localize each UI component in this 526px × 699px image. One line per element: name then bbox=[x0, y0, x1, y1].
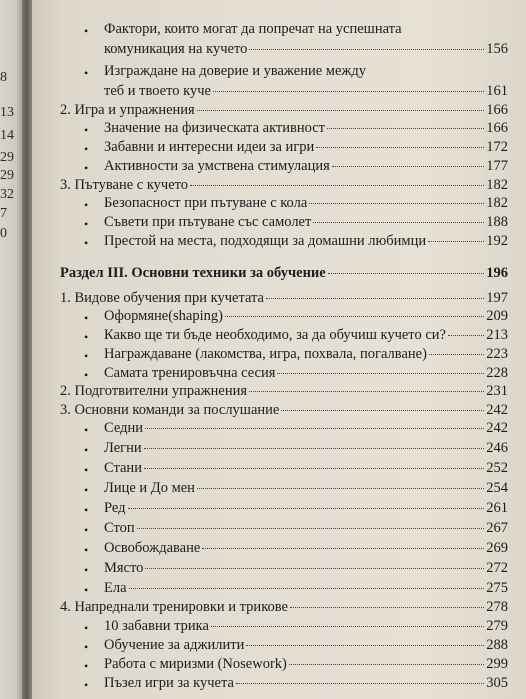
dot-leader bbox=[145, 428, 484, 429]
toc-item bbox=[104, 157, 508, 175]
dot-leader bbox=[249, 391, 484, 392]
toc-item bbox=[104, 674, 508, 692]
bullet-icon: • bbox=[84, 583, 89, 597]
bullet-icon: • bbox=[84, 523, 89, 537]
toc-item-title: комуникация на кучето bbox=[104, 41, 248, 57]
toc-item-title: Самата тренировъчна сесия bbox=[104, 365, 276, 381]
toc-item bbox=[104, 499, 508, 517]
toc-part-title: Раздел III. Основни техники за обучение bbox=[60, 265, 326, 281]
toc-item bbox=[104, 364, 508, 382]
toc-item-page: 172 bbox=[486, 139, 508, 155]
toc-section bbox=[60, 289, 508, 307]
bullet-icon: • bbox=[84, 123, 89, 137]
toc-section-title: Видове обучения при кучетата bbox=[74, 290, 264, 306]
toc-item bbox=[104, 138, 508, 156]
toc-section-number: 1. bbox=[60, 290, 71, 306]
toc-item bbox=[104, 119, 508, 137]
toc-item-page: 166 bbox=[486, 120, 508, 136]
toc-item-page: 223 bbox=[486, 346, 508, 362]
dot-leader bbox=[289, 664, 484, 665]
toc-item-title: Легни bbox=[104, 440, 142, 456]
bullet-icon: • bbox=[84, 311, 89, 325]
bullet-icon: • bbox=[84, 349, 89, 363]
toc-section-number: 2. bbox=[60, 383, 71, 399]
toc-item bbox=[104, 579, 508, 597]
left-page-number: 0 bbox=[0, 226, 7, 241]
dot-leader bbox=[128, 508, 485, 509]
toc-item-title: Седни bbox=[104, 420, 143, 436]
dot-leader bbox=[197, 110, 485, 111]
toc-item-page: 209 bbox=[486, 308, 508, 324]
toc-page bbox=[32, 0, 526, 699]
toc-item-page: 246 bbox=[486, 440, 508, 456]
toc-item-page: 182 bbox=[486, 195, 508, 211]
toc-item bbox=[104, 82, 508, 100]
toc-item-title: Ред bbox=[104, 500, 126, 516]
toc-item-page: 161 bbox=[486, 83, 508, 99]
toc-item-page: 213 bbox=[486, 327, 508, 343]
toc-item bbox=[104, 326, 508, 344]
toc-item-title: Фактори, които могат да попречат на успешната bbox=[104, 21, 402, 37]
toc-item bbox=[104, 439, 508, 457]
toc-section-page: 231 bbox=[486, 383, 508, 399]
toc-section-number: 2. bbox=[60, 102, 71, 118]
toc-item-title: 10 забавни трика bbox=[104, 618, 209, 634]
toc-item-title: Безопасност при пътуване с кола bbox=[104, 195, 308, 211]
bullet-icon: • bbox=[84, 217, 89, 231]
toc-item-title: Ела bbox=[104, 580, 127, 596]
bullet-icon: • bbox=[84, 563, 89, 577]
dot-leader bbox=[448, 335, 484, 336]
toc-item-title: Работа с миризми (Nosework) bbox=[104, 656, 287, 672]
bullet-icon: • bbox=[84, 66, 89, 80]
toc-section bbox=[60, 382, 508, 400]
dot-leader bbox=[266, 298, 484, 299]
toc-item-title: Награждаване (лакомства, игра, похвала, погалване) bbox=[104, 346, 427, 362]
toc-item-page: 156 bbox=[486, 41, 508, 57]
toc-section-title: Пътуване с кучето bbox=[74, 177, 189, 193]
toc-item-title: Съвети при пътуване със самолет bbox=[104, 214, 312, 230]
bullet-icon: • bbox=[84, 640, 89, 654]
toc-item-page: 279 bbox=[486, 618, 508, 634]
left-page-number: 8 bbox=[0, 70, 7, 85]
dot-leader bbox=[145, 568, 484, 569]
toc-item bbox=[104, 419, 508, 437]
toc-section-title: Игра и упражнения bbox=[74, 102, 195, 118]
bullet-icon: • bbox=[84, 423, 89, 437]
toc-item-title: Значение на физическата активност bbox=[104, 120, 326, 136]
dot-leader bbox=[211, 626, 484, 627]
toc-section-title: Подготвителни упражнения bbox=[74, 383, 248, 399]
toc-item-title: Обучение за аджилити bbox=[104, 637, 245, 653]
toc-item-page: 269 bbox=[486, 540, 508, 556]
book-gutter bbox=[22, 0, 32, 699]
toc-part-page: 196 bbox=[486, 265, 508, 281]
left-page-number: 32 bbox=[0, 187, 14, 202]
toc-item-page: 275 bbox=[486, 580, 508, 596]
toc-item bbox=[104, 519, 508, 537]
bullet-icon: • bbox=[84, 24, 89, 38]
left-page-number: 29 bbox=[0, 150, 14, 165]
dot-leader bbox=[144, 448, 485, 449]
toc-item bbox=[104, 213, 508, 231]
toc-section bbox=[60, 101, 508, 119]
dot-leader bbox=[249, 49, 484, 50]
toc-item-title: Какво ще ти бъде необходимо, за да обучиш кучето си? bbox=[104, 327, 446, 343]
toc-item-title: Изграждане на доверие и уважение между bbox=[104, 63, 367, 79]
toc-item-title: Място bbox=[104, 560, 144, 576]
toc-item bbox=[104, 559, 508, 577]
dot-leader bbox=[428, 241, 484, 242]
dot-leader bbox=[290, 607, 484, 608]
toc-item-page: 299 bbox=[486, 656, 508, 672]
toc-item-title: Освобождаване bbox=[104, 540, 201, 556]
toc-section-title: Напреднали тренировки и трикове bbox=[74, 599, 288, 615]
toc-item bbox=[104, 617, 508, 635]
toc-item-page: 272 bbox=[486, 560, 508, 576]
left-page-number: 29 bbox=[0, 168, 14, 183]
toc-item-page: 228 bbox=[486, 365, 508, 381]
toc-item-page: 305 bbox=[486, 675, 508, 691]
bullet-icon: • bbox=[84, 543, 89, 557]
left-page-edge bbox=[0, 0, 22, 699]
toc-item-title: Стани bbox=[104, 460, 142, 476]
toc-item-page: 188 bbox=[486, 214, 508, 230]
bullet-icon: • bbox=[84, 161, 89, 175]
toc-section-page: 197 bbox=[486, 290, 508, 306]
toc-section bbox=[60, 401, 508, 419]
dot-leader bbox=[313, 222, 484, 223]
left-page-number: 14 bbox=[0, 128, 14, 143]
toc-item-title: Пъзел игри за кучета bbox=[104, 675, 234, 691]
toc-item-title: Активности за умствена стимулация bbox=[104, 158, 330, 174]
toc-item-page: 267 bbox=[486, 520, 508, 536]
toc-item bbox=[104, 307, 508, 325]
dot-leader bbox=[236, 683, 484, 684]
bullet-icon: • bbox=[84, 368, 89, 382]
bullet-icon: • bbox=[84, 443, 89, 457]
toc-item-page: 261 bbox=[486, 500, 508, 516]
bullet-icon: • bbox=[84, 142, 89, 156]
toc-item bbox=[104, 40, 508, 58]
toc-item-page: 192 bbox=[486, 233, 508, 249]
dot-leader bbox=[277, 373, 484, 374]
toc-item-title: Забавни и интересни идеи за игри bbox=[104, 139, 315, 155]
toc-item-title: Престой на места, подходящи за домашни любимци bbox=[104, 233, 427, 249]
toc-section-page: 182 bbox=[486, 177, 508, 193]
toc-item-page: 254 bbox=[486, 480, 508, 496]
toc-section-page: 242 bbox=[486, 402, 508, 418]
toc-section-title: Основни команди за послушание bbox=[74, 402, 280, 418]
dot-leader bbox=[328, 273, 485, 274]
toc-item bbox=[104, 459, 508, 477]
toc-item-title: Оформяне(shaping) bbox=[104, 308, 223, 324]
toc-section-number: 3. bbox=[60, 177, 71, 193]
toc-item bbox=[104, 194, 508, 212]
dot-leader bbox=[327, 128, 484, 129]
toc-item-title: Лице и До мен bbox=[104, 480, 195, 496]
toc-item bbox=[104, 232, 508, 250]
dot-leader bbox=[281, 410, 484, 411]
toc-item bbox=[104, 479, 508, 497]
bullet-icon: • bbox=[84, 503, 89, 517]
toc-item-page: 288 bbox=[486, 637, 508, 653]
toc-item-title: Стоп bbox=[104, 520, 135, 536]
dot-leader bbox=[202, 548, 484, 549]
dot-leader bbox=[190, 185, 484, 186]
toc-section-page: 278 bbox=[486, 599, 508, 615]
toc-item bbox=[104, 539, 508, 557]
bullet-icon: • bbox=[84, 678, 89, 692]
dot-leader bbox=[197, 488, 484, 489]
toc-section bbox=[60, 598, 508, 616]
bullet-icon: • bbox=[84, 236, 89, 250]
dot-leader bbox=[213, 91, 484, 92]
toc-part-heading bbox=[60, 264, 508, 282]
toc-item-title: теб и твоето куче bbox=[104, 83, 211, 99]
toc-item bbox=[104, 655, 508, 673]
left-page-number: 7 bbox=[0, 206, 7, 221]
toc-section-number: 4. bbox=[60, 599, 71, 615]
dot-leader bbox=[332, 166, 484, 167]
bullet-icon: • bbox=[84, 330, 89, 344]
toc-item bbox=[104, 636, 508, 654]
toc-section-number: 3. bbox=[60, 402, 71, 418]
bullet-icon: • bbox=[84, 198, 89, 212]
toc-item-page: 242 bbox=[486, 420, 508, 436]
bullet-icon: • bbox=[84, 659, 89, 673]
bullet-icon: • bbox=[84, 483, 89, 497]
toc-item bbox=[104, 345, 508, 363]
dot-leader bbox=[316, 147, 484, 148]
dot-leader bbox=[144, 468, 484, 469]
left-page-number: 13 bbox=[0, 105, 14, 120]
toc-item-page: 177 bbox=[486, 158, 508, 174]
dot-leader bbox=[309, 203, 484, 204]
toc-section bbox=[60, 176, 508, 194]
dot-leader bbox=[137, 528, 485, 529]
dot-leader bbox=[429, 354, 484, 355]
bullet-icon: • bbox=[84, 621, 89, 635]
dot-leader bbox=[129, 588, 485, 589]
dot-leader bbox=[246, 645, 484, 646]
toc-section-page: 166 bbox=[486, 102, 508, 118]
dot-leader bbox=[225, 316, 484, 317]
bullet-icon: • bbox=[84, 463, 89, 477]
toc-item-page: 252 bbox=[486, 460, 508, 476]
